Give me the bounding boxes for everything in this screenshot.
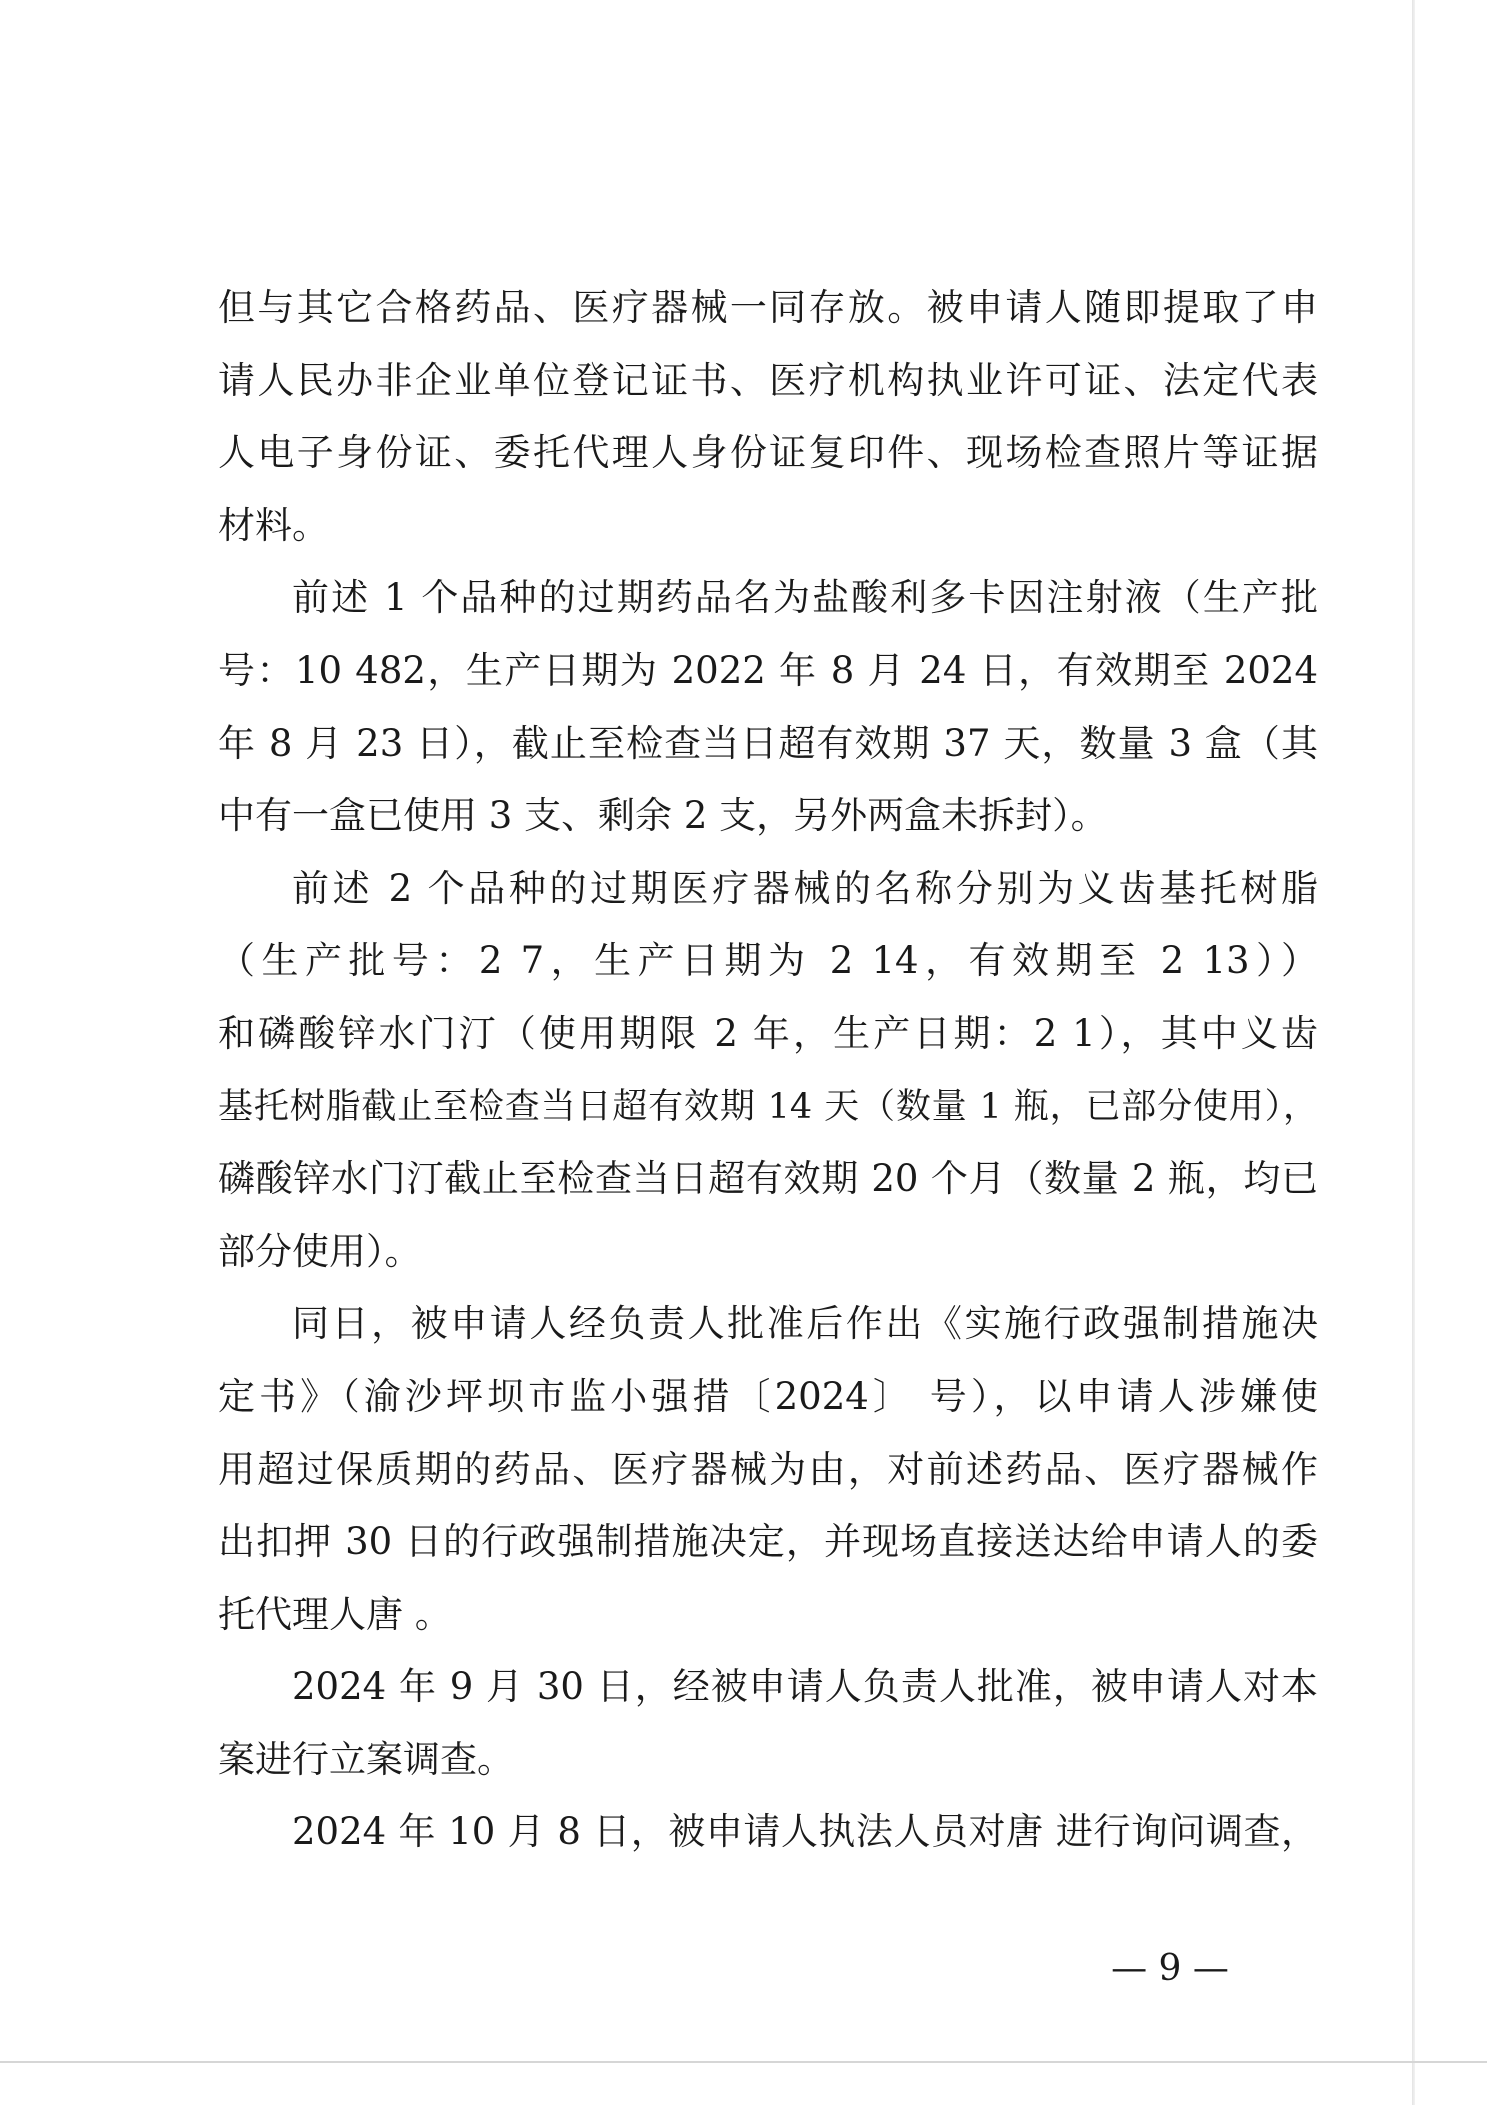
text-line: 定书》（渝沙坪坝市监小强措〔2024〕 号），以申请人涉嫌使 xyxy=(218,1374,1318,1418)
body-text xyxy=(218,272,1318,1869)
text-line: 同日，被申请人经负责人批准后作出《实施行政强制措施决 xyxy=(292,1302,1318,1346)
text-line: 基托树脂截止至检查当日超有效期 14 天（数量 1 瓶，已部分使用）， xyxy=(218,1086,1318,1127)
scan-bottom-edge xyxy=(0,2061,1487,2063)
text-line: 和磷酸锌水门汀（使用期限 2 年，生产日期：2 1），其中义齿 xyxy=(218,1011,1318,1055)
text-line: 案进行立案调查。 xyxy=(218,1737,514,1781)
text-line: 前述 2 个品种的过期医疗器械的名称分别为义齿基托树脂 xyxy=(292,866,1318,910)
text-line: 托代理人唐 。 xyxy=(218,1592,452,1636)
text-line: 年 8 月 23 日），截止至检查当日超有效期 37 天，数量 3 盒（其 xyxy=(218,721,1318,765)
text-line: 材料。 xyxy=(218,503,329,547)
paragraph xyxy=(218,1651,1318,1796)
paragraph xyxy=(218,272,1318,562)
paragraph xyxy=(218,1288,1318,1651)
text-line: 请人民办非企业单位登记证书、医疗机构执业许可证、法定代表 xyxy=(218,358,1318,402)
text-line: 中有一盒已使用 3 支、剩余 2 支，另外两盒未拆封）。 xyxy=(218,794,1108,838)
paragraph xyxy=(218,853,1318,1289)
page-number: — 9 — xyxy=(1111,1948,1229,1989)
text-line: （生产批号：2 7，生产日期为 2 14，有效期至 2 13）） xyxy=(218,939,1318,983)
text-line: 用超过保质期的药品、医疗器械为由，对前述药品、医疗器械作 xyxy=(218,1447,1318,1491)
text-line: 部分使用）。 xyxy=(218,1229,422,1273)
text-line: 出扣押 30 日的行政强制措施决定，并现场直接送达给申请人的委 xyxy=(218,1520,1318,1564)
text-line: 2024 年 10 月 8 日，被申请人执法人员对唐 进行询问调查， xyxy=(292,1810,1318,1854)
text-line: 磷酸锌水门汀截止至检查当日超有效期 20 个月（数量 2 瓶，均已 xyxy=(218,1157,1318,1201)
scan-shadow-edge xyxy=(1412,0,1415,2105)
paragraph xyxy=(218,1796,1318,1869)
text-line: 人电子身份证、委托代理人身份证复印件、现场检查照片等证据 xyxy=(218,431,1318,475)
text-line: 2024 年 9 月 30 日，经被申请人负责人批准，被申请人对本 xyxy=(292,1665,1318,1709)
paragraph xyxy=(218,562,1318,852)
text-line: 前述 1 个品种的过期药品名为盐酸利多卡因注射液（生产批 xyxy=(292,576,1318,620)
text-line: 号：10 482，生产日期为 2022 年 8 月 24 日，有效期至 2024 xyxy=(218,648,1318,692)
text-line: 但与其它合格药品、医疗器械一同存放。被申请人随即提取了申 xyxy=(218,286,1318,329)
